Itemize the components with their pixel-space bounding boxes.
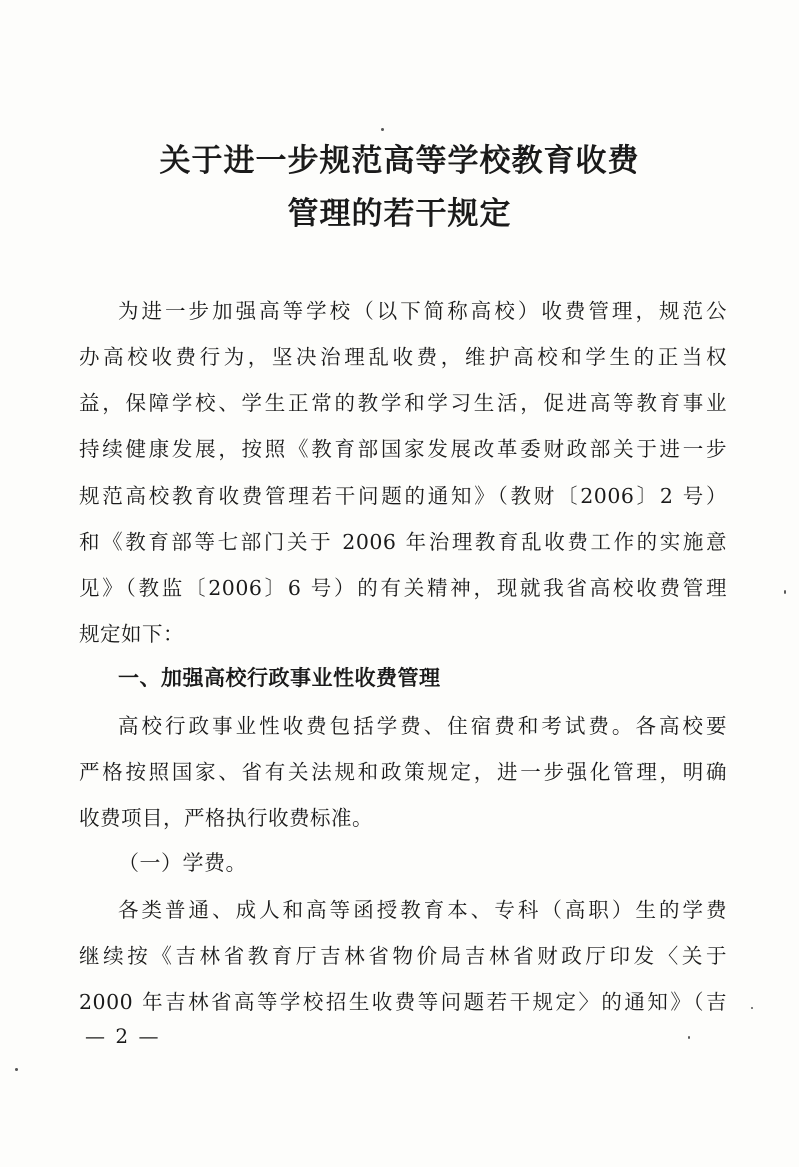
paragraph-line: 见》（教监〔2006〕6 号）的有关精神，现就我省高校收费管理 <box>79 576 727 600</box>
paragraph-line: 办高校收费行为，坚决治理乱收费，维护高校和学生的正当权 <box>79 345 727 369</box>
document-title-line-2: 管理的若干规定 <box>287 196 512 232</box>
paragraph-line: 益，保障学校、学生正常的教学和学习生活，促进高等教育事业 <box>79 391 727 415</box>
paragraph-line: 严格按照国家、省有关法规和政策规定，进一步强化管理，明确 <box>79 760 727 784</box>
paragraph-line: 各类普通、成人和高等函授教育本、专科（高职）生的学费 <box>118 898 727 922</box>
scan-speck <box>751 1007 753 1009</box>
scan-speck <box>688 1036 690 1039</box>
scan-speck <box>784 590 786 594</box>
paragraph-line: 2000 年吉林省高等学校招生收费等问题若干规定〉的通知》（吉 <box>79 990 727 1014</box>
paragraph-line: 继续按《吉林省教育厅吉林省物价局吉林省财政厅印发〈关于 <box>79 944 727 968</box>
paragraph-line: 持续健康发展，按照《教育部国家发展改革委财政部关于进一步 <box>79 437 727 461</box>
paragraph-line: 和《教育部等七部门关于 2006 年治理教育乱收费工作的实施意 <box>79 530 727 554</box>
document-title-line-1: 关于进一步规范高等学校教育收费 <box>159 143 640 179</box>
subsection-heading: （一）学费。 <box>118 851 247 875</box>
section-heading: 一、加强高校行政事业性收费管理 <box>118 666 441 690</box>
paragraph-line: 高校行政事业性收费包括学费、住宿费和考试费。各高校要 <box>118 714 727 738</box>
paragraph-line: 为进一步加强高等学校（以下简称高校）收费管理，规范公 <box>118 299 727 323</box>
paragraph-line: 规定如下： <box>79 622 184 646</box>
paragraph-line: 规范高校教育收费管理若干问题的通知》（教财〔2006〕2 号） <box>79 484 727 508</box>
page-number: — 2 — <box>85 1024 161 1048</box>
scan-speck <box>15 1068 18 1071</box>
paragraph-line: 收费项目，严格执行收费标准。 <box>79 806 373 830</box>
scan-speck <box>381 128 384 131</box>
